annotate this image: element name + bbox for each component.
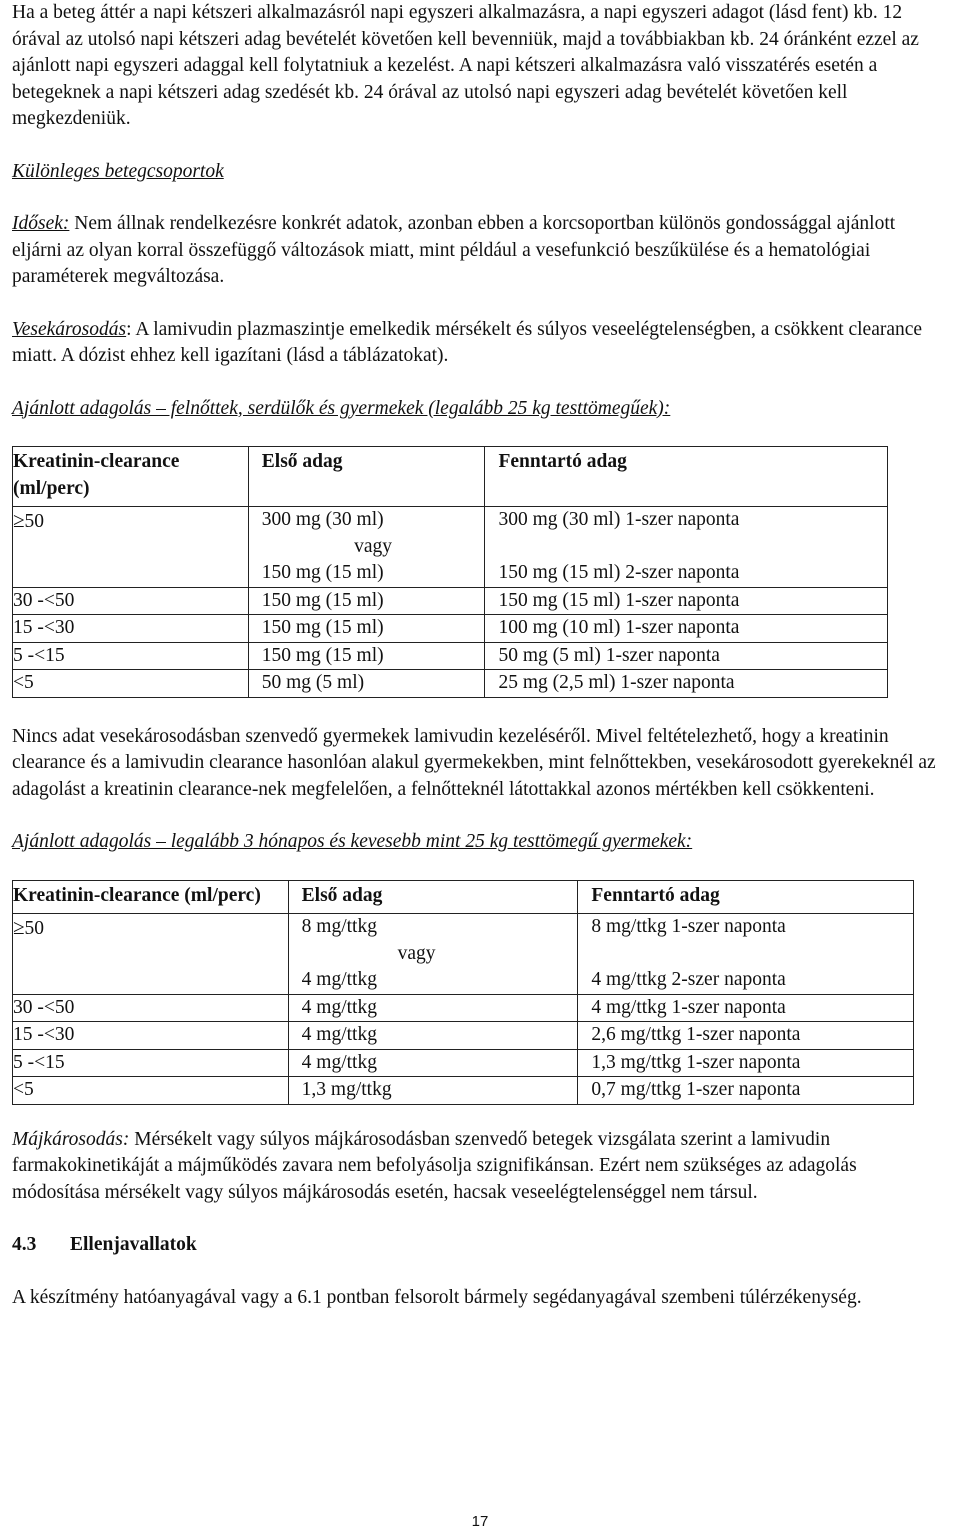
or-text: vagy: [354, 535, 393, 557]
range-cell: [13, 507, 249, 588]
range-cell: <5: [13, 670, 249, 698]
renal-label: Vesekárosodás: [12, 318, 127, 340]
maintenance-dose-cell: 150 mg (15 ml) 1-szer naponta: [485, 587, 888, 615]
renal-paragraph: [12, 317, 948, 370]
range-cell: 15 -<30: [13, 1022, 289, 1050]
maintenance-dose-cell: 4 mg/ttkg 1-szer naponta: [578, 994, 914, 1022]
maintenance-dose-cell: 1,3 mg/ttkg 1-szer naponta: [578, 1049, 914, 1077]
range-cell: 5 -<15: [13, 1049, 289, 1077]
header-cell: Fenntartó adag: [578, 880, 914, 914]
range-cell: <5: [13, 1077, 289, 1105]
table1-title: Ajánlott adagolás – felnőttek, serdülők és gyermekek (legalább 25 kg testtömegűek):: [12, 397, 671, 419]
table2-title: Ajánlott adagolás – legalább 3 hónapos és kevesebb mint 25 kg testtömegű gyermekek:: [12, 831, 693, 852]
range-cell: [13, 914, 289, 995]
header-cell: Kreatinin-clearance (ml/perc): [13, 880, 289, 914]
first-dose-cell: [288, 914, 578, 995]
table-row: [13, 615, 888, 643]
header-cell: Első adag: [248, 447, 485, 507]
maintenance-dose-cell: 25 mg (2,5 ml) 1-szer naponta: [485, 670, 888, 698]
special-groups-heading: Különleges betegcsoportok: [12, 160, 224, 182]
maintenance-dose-cell: 2,6 mg/ttkg 1-szer naponta: [578, 1022, 914, 1050]
range-cell: 30 -<50: [13, 587, 249, 615]
section-title: Ellenjavallatok: [70, 1234, 197, 1255]
section-4-3-heading: [12, 1232, 948, 1259]
header-cell: Első adag: [288, 880, 578, 914]
table-row: [13, 587, 888, 615]
range-value: 50: [24, 511, 45, 532]
first-dose-cell: [248, 507, 485, 588]
first-dose-cell: 150 mg (15 ml): [248, 587, 485, 615]
range-value: 50: [24, 918, 45, 939]
range-cell: 5 -<15: [13, 642, 249, 670]
range-cell: 15 -<30: [13, 615, 249, 643]
first-dose-cell: 4 mg/ttkg: [288, 994, 578, 1022]
elderly-text: Nem állnak rendelkezésre konkrét adatok, azonban ebben a korcsoportban különös gondossággal ajánlott eljárni az olyan korral összefüggő változások miatt, mint például a vesefunkció beszűkülése és a hematológiai paraméterek megváltozása.: [12, 213, 896, 287]
document-page: [12, 0, 948, 1311]
maint-dose-b: 150 mg (15 ml) 2-szer naponta: [498, 562, 740, 583]
hepatic-text: Mérsékelt vagy súlyos májkárosodásban szenvedő betegek vizsgálata szerint a lamivudin farmakokinetikáját a májműködés zavara nem befolyásolja szignifikánsan. Ezért nem szükséges az adagolás módosítása mérsékelt vagy súlyos májkárosodás esetén, hacsak veseelégtelenséggel nem társul.: [12, 1128, 857, 1203]
first-dose-cell: 150 mg (15 ml): [248, 615, 485, 643]
maint-dose-a: 8 mg/ttkg 1-szer naponta: [591, 916, 786, 937]
first-dose-b: 4 mg/ttkg: [301, 969, 377, 990]
table-row: [13, 1022, 914, 1050]
first-dose-a: 300 mg (30 ml): [261, 509, 384, 530]
contraindications-paragraph: A készítmény hatóanyagával vagy a 6.1 pontban felsorolt bármely segédanyagával szembeni túlérzékenység.: [12, 1286, 862, 1308]
first-dose-b: 150 mg (15 ml): [261, 562, 384, 583]
maint-dose-b: 4 mg/ttkg 2-szer naponta: [591, 969, 786, 990]
hepatic-paragraph: [12, 1127, 948, 1207]
first-dose-cell: 50 mg (5 ml): [248, 670, 485, 698]
range-cell: 30 -<50: [13, 994, 289, 1022]
table-header-row: [13, 880, 914, 914]
table-row: [13, 994, 914, 1022]
elderly-label: Idősek:: [12, 213, 70, 234]
table-row: [13, 507, 888, 588]
section-number: 4.3: [12, 1234, 37, 1255]
first-dose-a: 8 mg/ttkg: [301, 916, 377, 937]
renal-text: : A lamivudin plazmaszintje emelkedik mérsékelt és súlyos veseelégtelenségben, a csökkent clearance miatt. A dózist ehhez kell igazítani (lásd a táblázatokat).: [12, 318, 923, 366]
ge-symbol: ≥: [13, 508, 25, 532]
table-row: [13, 1049, 914, 1077]
elderly-paragraph: [12, 211, 948, 291]
or-text: vagy: [397, 942, 436, 964]
intro-paragraph: Ha a beteg áttér a napi kétszeri alkalmazásról napi egyszeri alkalmazásra, a napi egyszeri adagot (lásd fent) kb. 12 órával az utolsó napi kétszeri adag bevételét követően kell bevenniük, majd a továbbiakban kb. 24 óránként ezzel az ajánlott napi egyszeri adaggal kell folytatniuk a kezelést. A napi kétszeri alkalmazásra való visszatérés esetén a betegeknek a napi kétszeri adag szedését kb. 24 órával az utolsó napi egyszeri adag bevételét követően kell megkezdeniük.: [12, 2, 919, 129]
table-row: [13, 642, 888, 670]
header-cell: Fenntartó adag: [485, 447, 888, 507]
table-header-row: [13, 447, 888, 507]
maintenance-dose-cell: [578, 914, 914, 995]
table-row: [13, 670, 888, 698]
first-dose-cell: 4 mg/ttkg: [288, 1022, 578, 1050]
ge-symbol: ≥: [13, 915, 25, 939]
first-dose-cell: 150 mg (15 ml): [248, 642, 485, 670]
dosing-table-adults: [12, 446, 888, 698]
first-dose-cell: 1,3 mg/ttkg: [288, 1077, 578, 1105]
table-row: [13, 914, 914, 995]
maintenance-dose-cell: 100 mg (10 ml) 1-szer naponta: [485, 615, 888, 643]
maintenance-dose-cell: 50 mg (5 ml) 1-szer naponta: [485, 642, 888, 670]
hepatic-label: Májkárosodás:: [12, 1128, 130, 1150]
header-cell: Kreatinin-clearance (ml/perc): [13, 447, 249, 507]
maintenance-dose-cell: 0,7 mg/ttkg 1-szer naponta: [578, 1077, 914, 1105]
no-data-paragraph: Nincs adat vesekárosodásban szenvedő gyermekek lamivudin kezeléséről. Mivel feltételezhető, hogy a kreatinin clearance és a lamivudin clearance hasonlóan alakul gyermekekben, mint felnőttekben, vesekárosodott gyerekeknél az adagolást a kreatinin clearance-nek megfelelően, a felnőtteknél látottakkal azonos mértékben kell csökkenteni.: [12, 725, 936, 800]
page-number: 17: [471, 1513, 489, 1530]
maintenance-dose-cell: [485, 507, 888, 588]
table-row: [13, 1077, 914, 1105]
dosing-table-children: [12, 880, 914, 1105]
first-dose-cell: 4 mg/ttkg: [288, 1049, 578, 1077]
maint-dose-a: 300 mg (30 ml) 1-szer naponta: [498, 509, 740, 530]
